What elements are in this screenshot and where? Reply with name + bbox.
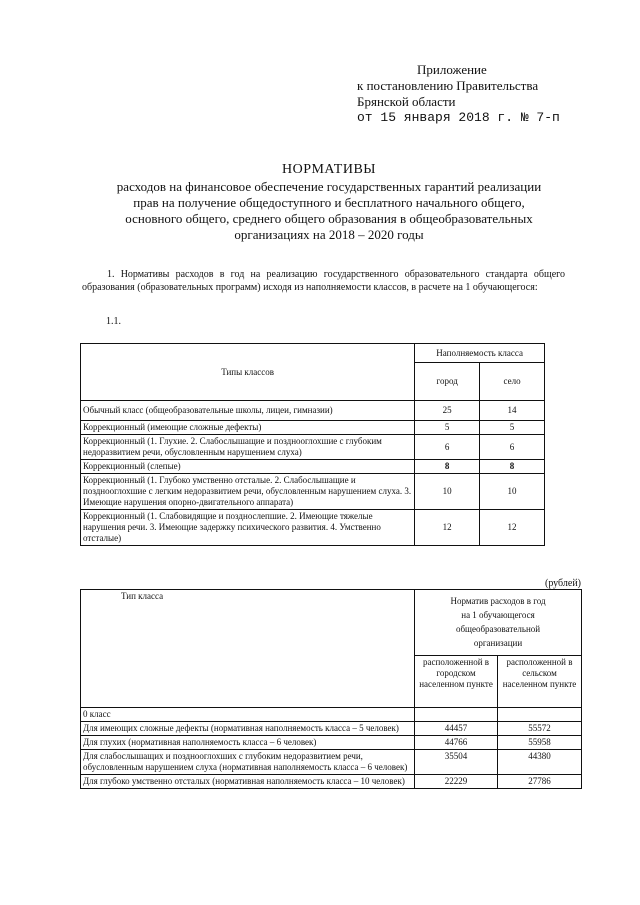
row-type: Обычный класс (общеобразовательные школы, лицеи, гимназии) xyxy=(81,401,415,421)
row-village: 12 xyxy=(480,510,545,546)
table-row xyxy=(81,750,582,775)
row-city xyxy=(415,708,498,722)
table-row xyxy=(81,474,545,510)
row-city: 22229 xyxy=(415,775,498,789)
subtitle-line: организациях на 2018 – 2020 годы xyxy=(234,227,424,242)
row-city: 44457 xyxy=(415,722,498,736)
class-fill-table xyxy=(80,343,545,546)
row-village: 6 xyxy=(480,435,545,460)
table-row xyxy=(81,421,545,435)
row-type: Для глубоко умственно отсталых (нормативная наполняемость класса – 10 человек) xyxy=(81,775,415,789)
row-city: 5 xyxy=(415,421,480,435)
document-title: НОРМАТИВЫ xyxy=(281,162,377,177)
row-city: 8 xyxy=(415,460,480,474)
row-village: 55958 xyxy=(498,736,582,750)
row-village: 55572 xyxy=(498,722,582,736)
appendix-line-1: Приложение xyxy=(417,62,487,77)
row-type: Коррекционный (имеющие сложные дефекты) xyxy=(81,421,415,435)
header-village-located: расположенной в сельском населенном пункте xyxy=(498,656,582,708)
row-city: 6 xyxy=(415,435,480,460)
row-village: 5 xyxy=(480,421,545,435)
subsection-number: 1.1. xyxy=(106,316,121,327)
row-village: 14 xyxy=(480,401,545,421)
paragraph-1 xyxy=(82,268,565,294)
table-row xyxy=(81,722,582,736)
row-type: Для имеющих сложные дефекты (нормативная наполняемость класса – 5 человек) xyxy=(81,722,415,736)
table-row xyxy=(81,401,545,421)
paragraph-1-text: 1. Нормативы расходов в год на реализацию государственного образовательного стандарта общего образования (образовательных программ) исходя из наполняемости классов, в расчете на 1 обучающегося: xyxy=(82,269,565,293)
table-row xyxy=(81,435,545,460)
table-row xyxy=(81,460,545,474)
row-type: 0 класс xyxy=(81,708,415,722)
document-heading xyxy=(40,162,618,243)
subtitle-line: основного общего, среднего общего образования в общеобразовательных xyxy=(125,211,533,226)
row-village xyxy=(498,708,582,722)
header-fill: Наполняемость класса xyxy=(415,344,545,363)
subtitle-line: прав на получение общедоступного и бесплатного начального общего, xyxy=(133,195,525,210)
table-row xyxy=(81,510,545,546)
row-village: 8 xyxy=(480,460,545,474)
row-type: Коррекционный (1. Глухие. 2. Слабослышащие и позднооглохшие с глубоким недоразвитием речи, обусловленным нарушением слуха) xyxy=(81,435,415,460)
row-city: 12 xyxy=(415,510,480,546)
row-village: 27786 xyxy=(498,775,582,789)
table-row xyxy=(81,736,582,750)
row-city: 35504 xyxy=(415,750,498,775)
header-village: село xyxy=(480,363,545,401)
subtitle-line: расходов на финансовое обеспечение государственных гарантий реализации xyxy=(116,179,542,194)
row-city: 44766 xyxy=(415,736,498,750)
row-city: 25 xyxy=(415,401,480,421)
row-type: Для глухих (нормативная наполняемость класса – 6 человек) xyxy=(81,736,415,750)
norms-table xyxy=(80,589,582,789)
table-row xyxy=(81,775,582,789)
header-norm: Норматив расходов в год на 1 обучающегося общеобразовательной организации xyxy=(415,590,582,656)
row-type: Коррекционный (1. Глубоко умственно отсталые. 2. Слабослышащие и позднооглохшие с легким недоразвитием речи, обусловленным нарушением слуха. 3. Имеющие нарушения опорно-двигательного аппарата) xyxy=(81,474,415,510)
row-village: 44380 xyxy=(498,750,582,775)
row-type: Коррекционный (1. Слабовидящие и позднослепшие. 2. Имеющие тяжелые нарушения речи. 3. Имеющие задержку психического развития. 4. Умственно отсталые) xyxy=(81,510,415,546)
row-city: 10 xyxy=(415,474,480,510)
header-class-type: Тип класса xyxy=(81,590,415,708)
appendix-line-3: Брянской области xyxy=(357,94,456,109)
header-city-located: расположенной в городском населенном пункте xyxy=(415,656,498,708)
units-label: (рублей) xyxy=(544,578,581,589)
table-row xyxy=(81,708,582,722)
appendix-line-2: к постановлению Правительства xyxy=(357,78,539,93)
row-type: Коррекционный (слепые) xyxy=(81,460,415,474)
row-type: Для слабослышащих и позднооглохших с глубоким недоразвитием речи, обусловленным нарушением слуха (нормативная наполняемость класса – 6 человек) xyxy=(81,750,415,775)
appendix-block xyxy=(357,62,560,126)
row-village: 10 xyxy=(480,474,545,510)
header-class-types: Типы классов xyxy=(81,344,415,401)
appendix-line-4: от 15 января 2018 г. № 7-п xyxy=(357,110,560,125)
header-city: город xyxy=(415,363,480,401)
